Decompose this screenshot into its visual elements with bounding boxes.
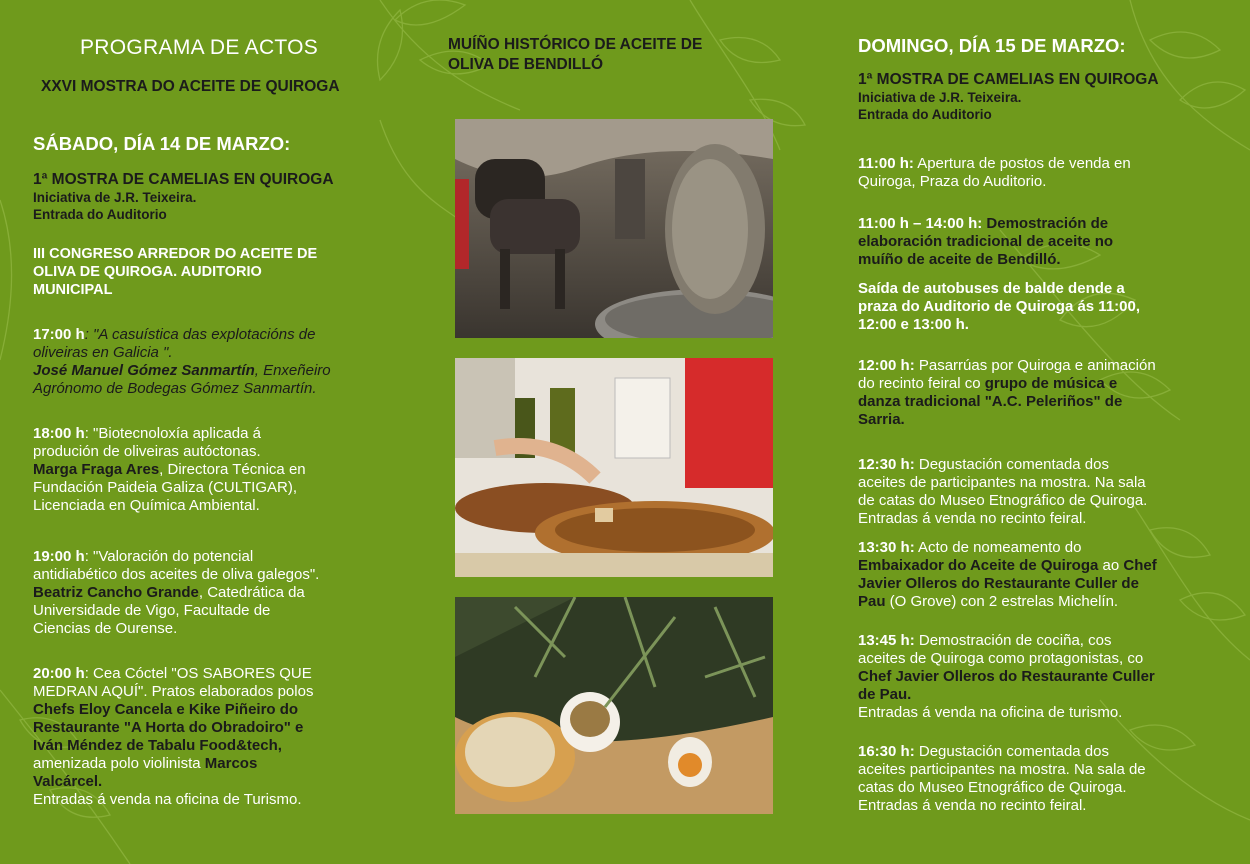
event-text: elaboración tradicional de aceite no — [858, 233, 1114, 250]
event-1100 — [858, 155, 1228, 191]
event-1200 — [858, 357, 1228, 429]
congreso-line1: III CONGRESO ARREDOR DO ACEITE DE — [33, 246, 318, 262]
event-text: Chef — [1123, 557, 1157, 574]
saturday-camelias-title: 1ª MOSTRA DE CAMELIAS EN QUIROGA — [33, 171, 334, 188]
chef-names: Restaurante "A Horta do Obradoiro" e — [33, 719, 304, 736]
event-text: Agrónomo de Bodegas Gómez Sanmartín. — [33, 380, 317, 397]
event-text: oliveiras en Galicia ". — [33, 344, 173, 361]
congreso-block — [33, 245, 393, 299]
event-time: 11:00 h – 14:00 h: — [858, 215, 983, 232]
event-text: (O Grove) con 2 estrelas Michelín. — [885, 593, 1119, 610]
program-title: PROGRAMA DE ACTOS — [80, 36, 319, 59]
event-text: danza tradicional "A.C. Peleriños" de — [858, 393, 1123, 410]
event-time: 16:30 h: — [858, 743, 915, 760]
bus-line: 12:00 e 13:00 h. — [858, 316, 969, 333]
mill-title-line2: OLIVA DE BENDILLÓ — [448, 56, 603, 73]
event-text: Licenciada en Química Ambiental. — [33, 497, 260, 514]
event-text: muíño de aceite de Bendilló. — [858, 251, 1061, 268]
event-time: 20:00 h — [33, 665, 85, 682]
event-text: : Cea Cóctel "OS SABORES QUE — [84, 665, 312, 682]
bus-line: praza do Auditorio de Quiroga ás 11:00, — [858, 298, 1141, 315]
saturday-heading: SÁBADO, DÍA 14 DE MARZO: — [33, 133, 291, 154]
event-time: 13:30 h: — [858, 539, 915, 556]
speaker-name: Beatriz Cancho Grande — [33, 584, 199, 601]
event-text: , Enxeñeiro — [254, 362, 331, 379]
event-text: produción de oliveiras autóctonas. — [33, 443, 261, 460]
event-time: 18:00 h — [33, 425, 85, 442]
event-1230 — [858, 456, 1228, 528]
speaker-name: José Manuel Gómez Sanmartín — [33, 362, 255, 379]
event-1345 — [858, 632, 1228, 722]
congreso-line3: MUNICIPAL — [33, 282, 113, 298]
bus-info — [858, 280, 1228, 334]
event-text: de catas do Museo Etnográfico de Quiroga. — [858, 492, 1148, 509]
event-text: Acto de nomeamento do — [914, 539, 1082, 556]
event-text: : "Valoración do potencial — [84, 548, 254, 565]
event-text: : "A casuística das explotacións de — [84, 326, 316, 343]
congreso-line2: OLIVA DE QUIROGA. AUDITORIO — [33, 264, 262, 280]
event-text: de Pau. — [858, 686, 912, 703]
event-text: Universidade de Vigo, Facultade de — [33, 602, 271, 619]
event-time: 13:45 h: — [858, 632, 915, 649]
event-text: Chef Javier Olleros do Restaurante Culler — [858, 668, 1155, 685]
event-text: antidiabético dos aceites de oliva galegos". — [33, 566, 320, 583]
event-time: 19:00 h — [33, 548, 85, 565]
saturday-camelias-line1: Iniciativa de J.R. Teixeira. — [33, 190, 197, 205]
event-1630 — [858, 743, 1228, 815]
sunday-camelias-block — [858, 71, 1228, 123]
event-text: Degustación comentada dos — [914, 456, 1109, 473]
event-text: Embaixador do Aceite de Quiroga — [858, 557, 1099, 574]
saturday-camelias-line2: Entrada do Auditorio — [33, 207, 167, 222]
sunday-camelias-line2: Entrada do Auditorio — [858, 107, 992, 122]
event-text: grupo de música e — [984, 375, 1118, 392]
event-text: ao — [1098, 557, 1124, 574]
event-text: aceites de participantes na mostra. Na sala — [858, 474, 1146, 491]
event-1100-1400 — [858, 215, 1228, 269]
event-time: 11:00 h: — [858, 155, 914, 172]
sunday-heading: DOMINGO, DÍA 15 DE MARZO: — [858, 35, 1126, 56]
event-1330 — [858, 539, 1228, 611]
sunday-camelias-line1: Iniciativa de J.R. Teixeira. — [858, 90, 1022, 105]
event-text: Degustación comentada dos — [914, 743, 1109, 760]
mill-title — [448, 35, 778, 75]
olive-branch-food-photo — [455, 597, 773, 814]
event-2000 — [33, 665, 403, 809]
event-1800 — [33, 425, 403, 515]
tasting-bread-photo — [455, 358, 773, 577]
event-text: , Directora Técnica en — [159, 461, 306, 478]
event-text: : "Biotecnoloxía aplicada á — [84, 425, 261, 442]
event-text: Pasarrúas por Quiroga e animación — [914, 357, 1156, 374]
mill-title-line1: MUÍÑO HISTÓRICO DE ACEITE DE — [448, 36, 703, 53]
event-text: Demostración de — [982, 215, 1109, 232]
event-text: do recinto feiral co — [858, 375, 985, 392]
chef-names: Chefs Eloy Cancela e Kike Piñeiro do — [33, 701, 299, 718]
event-text: Entradas á venda na oficina de turismo. — [858, 704, 1123, 721]
event-text: catas do Museo Etnográfico de Quiroga. — [858, 779, 1127, 796]
event-text: Ciencias de Ourense. — [33, 620, 178, 637]
event-text: , Catedrática da — [198, 584, 305, 601]
event-text: aceites participantes na mostra. Na sala de — [858, 761, 1146, 778]
mill-donkey-photo — [455, 119, 773, 338]
event-text: Entradas á venda no recinto feiral. — [858, 797, 1087, 814]
event-time: 12:30 h: — [858, 456, 915, 473]
event-time: 17:00 h — [33, 326, 85, 343]
violinist-name: Marcos — [204, 755, 258, 772]
event-text: Fundación Paideia Galiza (CULTIGAR), — [33, 479, 297, 496]
event-text: aceites de Quiroga como protagonistas, co — [858, 650, 1144, 667]
chef-names: Iván Méndez de Tabalu Food&tech, — [33, 737, 282, 754]
event-text: Demostración de cociña, cos — [914, 632, 1112, 649]
event-text: Entradas á venda no recinto feiral. — [858, 510, 1087, 527]
event-text: amenizada polo violinista — [33, 755, 205, 772]
event-time: 12:00 h: — [858, 357, 915, 374]
event-text: MEDRAN AQUÍ". Pratos elaborados polos — [33, 683, 314, 700]
event-text: Pau — [858, 593, 886, 610]
event-text: Quiroga, Praza do Auditorio. — [858, 173, 1047, 190]
bus-line: Saída de autobuses de balde dende a — [858, 280, 1125, 297]
event-text: Apertura de postos de venda en — [913, 155, 1131, 172]
event-text: Javier Olleros do Restaurante Culler de — [858, 575, 1139, 592]
sunday-camelias-title: 1ª MOSTRA DE CAMELIAS EN QUIROGA — [858, 71, 1159, 88]
program-subtitle: XXVI MOSTRA DO ACEITE DE QUIROGA — [41, 78, 340, 95]
speaker-name: Marga Fraga Ares — [33, 461, 160, 478]
event-text: Entradas á venda na oficina de Turismo. — [33, 791, 302, 808]
event-text: Sarria. — [858, 411, 905, 428]
violinist-name: Valcárcel. — [33, 773, 103, 790]
saturday-camelias-block — [33, 171, 393, 223]
event-1700 — [33, 326, 403, 398]
event-1900 — [33, 548, 403, 638]
